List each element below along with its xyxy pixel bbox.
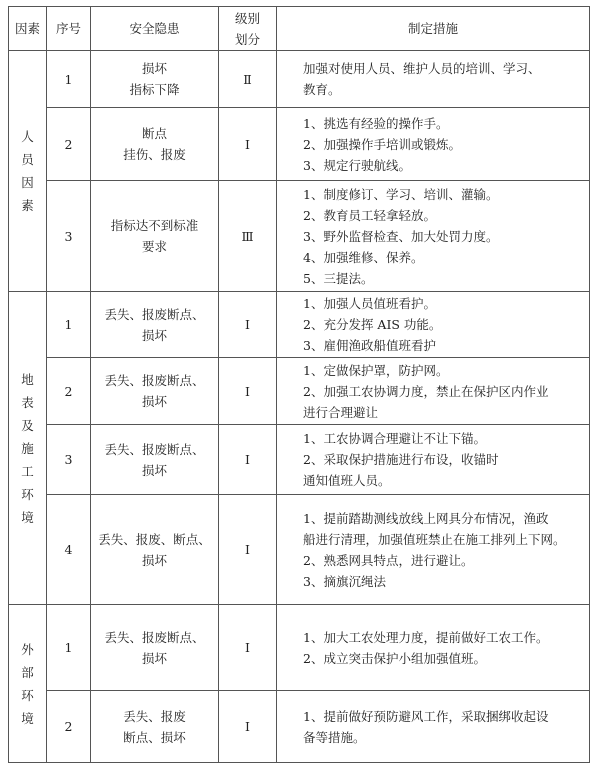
hazard-line: 丢失、报废 [123, 708, 186, 724]
hazard-line: 损坏 [141, 394, 167, 409]
row-number: 1 [47, 292, 91, 358]
header-level [219, 7, 277, 51]
hazard-cell [91, 691, 219, 763]
hazard-line: 要求 [141, 239, 167, 254]
header-factor: 因素 [9, 7, 47, 51]
hazard-line: 损坏 [141, 327, 167, 343]
level-cell: Ⅰ [219, 292, 277, 358]
measure-line: 教育。 [303, 82, 341, 97]
measures-cell [277, 108, 590, 181]
measure-line: 1、工农协调合理避让不让下锚。 [303, 431, 486, 446]
table-row [9, 181, 590, 292]
measure-line: 1、定做保护罩，防护网。 [303, 362, 449, 378]
row-number: 4 [47, 495, 91, 605]
table-row [9, 51, 590, 108]
measure-line: 1、提前做好预防避风工作，采取捆绑收起设 [303, 708, 549, 724]
measure-line: 加强对使用人员、维护人员的培训、学习、 [303, 61, 541, 76]
level-cell: Ⅰ [219, 605, 277, 691]
header-measures: 制定措施 [277, 7, 590, 51]
measure-line: 进行合理避让 [303, 404, 379, 420]
measures-cell [277, 358, 590, 425]
table-row [9, 108, 590, 181]
measures-cell [277, 181, 590, 292]
hazard-line: 断点 [141, 126, 167, 141]
measure-line: 5、三提法。 [303, 270, 374, 286]
level-cell: Ⅰ [219, 108, 277, 181]
header-no: 序号 [47, 7, 91, 51]
hazard-line: 损坏 [141, 650, 167, 666]
level-cell: Ⅰ [219, 495, 277, 605]
table-row [9, 292, 590, 358]
hazard-line: 损坏 [141, 552, 167, 568]
factor-group-cell [9, 605, 47, 763]
measure-line: 2、采取保护措施进行布设，收锚时 [303, 452, 499, 467]
measure-line: 2、加强操作手培训或锻炼。 [303, 136, 461, 152]
hazard-cell [91, 292, 219, 358]
hazard-line: 丢失、报废、断点、 [98, 531, 211, 547]
hazard-line: 损坏 [141, 462, 167, 478]
table-row [9, 425, 590, 495]
header-level-line: 划分 [234, 31, 260, 47]
hazard-line: 指标达不到标准 [110, 218, 199, 233]
level-cell: Ⅰ [219, 691, 277, 763]
measure-line: 通知值班人员。 [303, 473, 391, 488]
factor-group-label: 地 表 及 施 工 环 境 [21, 371, 34, 525]
measure-line: 2、充分发挥 AIS 功能。 [303, 317, 442, 332]
factor-group-label: 外 部 环 境 [21, 641, 34, 726]
measure-line: 船进行清理，加强值班禁止在施工排列上下网。 [303, 531, 566, 547]
measure-line: 3、野外监督检查、加大处罚力度。 [303, 228, 499, 244]
hazard-line: 丢失、报废断点、 [104, 373, 205, 388]
header-row [9, 7, 590, 51]
hazard-line: 损坏 [141, 61, 167, 76]
measure-line: 1、挑选有经验的操作手。 [303, 115, 449, 131]
hazard-line: 丢失、报废断点、 [104, 306, 205, 322]
measure-line: 2、教育员工轻拿轻放。 [303, 207, 436, 223]
hazard-line: 断点、损坏 [123, 729, 186, 745]
row-number: 3 [47, 425, 91, 495]
level-cell: Ⅱ [219, 51, 277, 108]
factor-group-cell [9, 292, 47, 605]
hazard-cell [91, 181, 219, 292]
row-number: 2 [47, 358, 91, 425]
measures-cell [277, 495, 590, 605]
measures-cell [277, 51, 590, 108]
table-row [9, 691, 590, 763]
header-hazard: 安全隐患 [91, 7, 219, 51]
measures-cell [277, 605, 590, 691]
measure-line: 2、熟悉网具特点，进行避让。 [303, 552, 474, 568]
row-number: 1 [47, 51, 91, 108]
row-number: 2 [47, 691, 91, 763]
level-cell: Ⅰ [219, 358, 277, 425]
measure-line: 备等措施。 [303, 729, 366, 745]
table-row [9, 605, 590, 691]
level-cell: Ⅰ [219, 425, 277, 495]
hazard-cell [91, 425, 219, 495]
measure-line: 1、制度修订、学习、培训、灌输。 [303, 186, 499, 202]
hazard-cell [91, 495, 219, 605]
row-number: 3 [47, 181, 91, 292]
measure-line: 1、提前踏勘测线放线上网具分布情况，渔政 [303, 510, 549, 526]
measure-line: 3、雇佣渔政船值班看护 [303, 338, 436, 353]
row-number: 2 [47, 108, 91, 181]
measures-cell [277, 691, 590, 763]
measure-line: 2、加强工农协调力度，禁止在保护区内作业 [303, 383, 549, 399]
row-number: 1 [47, 605, 91, 691]
factor-group-label: 人 员 因 素 [21, 129, 34, 213]
hazard-cell [91, 358, 219, 425]
safety-hazard-table [8, 6, 590, 763]
hazard-line: 丢失、报废断点、 [104, 441, 205, 457]
table-row [9, 495, 590, 605]
measure-line: 3、摘旗沉绳法 [303, 573, 386, 589]
hazard-cell [91, 108, 219, 181]
measure-line: 4、加强维修、保养。 [303, 249, 424, 265]
table-row [9, 358, 590, 425]
hazard-cell [91, 605, 219, 691]
measure-line: 1、加强人员值班看护。 [303, 296, 436, 311]
factor-group-cell [9, 51, 47, 292]
header-level-line: 级别 [234, 10, 260, 26]
measure-line: 2、成立突击保护小组加强值班。 [303, 650, 486, 666]
hazard-line: 丢失、报废断点、 [104, 629, 205, 645]
measure-line: 3、规定行驶航线。 [303, 157, 411, 173]
hazard-line: 挂伤、报废 [123, 147, 186, 162]
hazard-cell [91, 51, 219, 108]
hazard-line: 指标下降 [129, 82, 180, 97]
measures-cell [277, 425, 590, 495]
level-cell: Ⅲ [219, 181, 277, 292]
measure-line: 1、加大工农处理力度，提前做好工农工作。 [303, 629, 549, 645]
measures-cell [277, 292, 590, 358]
